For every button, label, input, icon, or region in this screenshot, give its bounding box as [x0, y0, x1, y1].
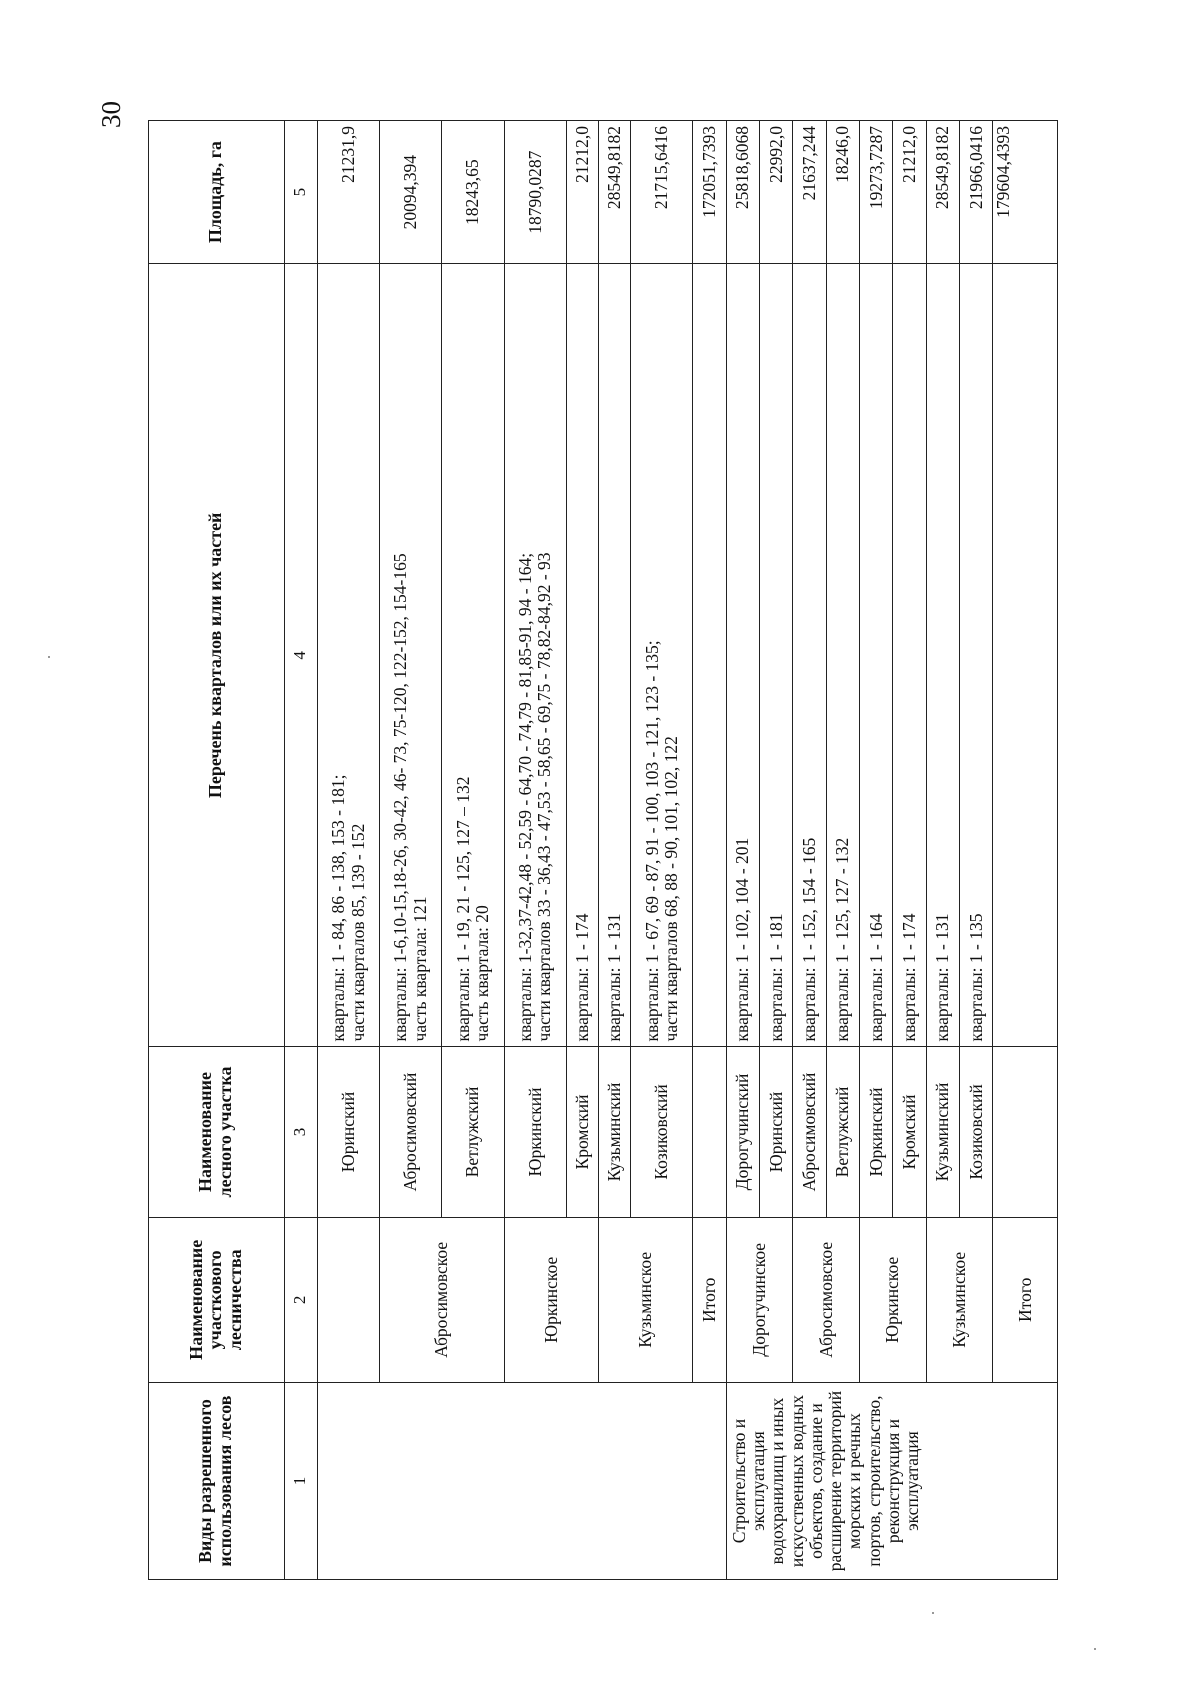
quarters-cell: кварталы: 1 - 181 [760, 264, 793, 1047]
forest-plot-cell: Юринский [760, 1047, 793, 1217]
scan-speck [48, 656, 50, 658]
column-number: 2 [284, 1217, 317, 1383]
area-cell: 18246,0 [826, 121, 859, 264]
forest-plot-cell: Козиковский [960, 1047, 993, 1217]
area-cell: 28549,8182 [926, 121, 959, 264]
quarters-cell: кварталы: 1 - 131 [926, 264, 959, 1047]
forestry-cell: Кузьминское [926, 1217, 993, 1383]
area-cell: 21715,6416 [631, 121, 693, 264]
total-area: 172051,7393 [693, 121, 726, 264]
area-cell: 22992,0 [760, 121, 793, 264]
header-forest-plot: Наименование лесного участка [149, 1047, 285, 1217]
forestry-cell: Кузьминское [598, 1217, 692, 1383]
area-cell: 25818,6068 [726, 121, 759, 264]
total-area: 179604,4393 [993, 121, 1058, 264]
forestry-cell: Дорогучинское [726, 1217, 793, 1383]
total-label: Итого [993, 1217, 1058, 1383]
header-use-type: Виды разрешенного использования лесов [149, 1383, 285, 1580]
scan-speck [1094, 1648, 1096, 1650]
area-cell: 20094,394 [380, 121, 442, 264]
quarters-cell: кварталы: 1 - 174 [893, 264, 926, 1047]
area-cell: 21212,0 [566, 121, 598, 264]
forest-plot-cell: Кузьминский [926, 1047, 959, 1217]
header-area: Площадь, га [149, 121, 285, 264]
quarters-cell: кварталы: 1 - 131 [598, 264, 630, 1047]
header-row [149, 121, 285, 1580]
column-number: 5 [284, 121, 317, 264]
quarters-cell: кварталы: 1 - 84, 86 - 138, 153 - 181; части кварталов 85, 139 - 152 [317, 264, 379, 1047]
table-row [860, 121, 893, 1580]
forestry-cell: Абросимовское [380, 1217, 504, 1383]
forest-plot-cell [993, 1047, 1058, 1217]
forest-plot-cell: Дорогучинский [726, 1047, 759, 1217]
forest-plot-cell: Кромский [893, 1047, 926, 1217]
use-type-cell: Строительство и эксплуатация водохранилищ и иных искусственных водных объектов, создание и расширение территорий морских и речных портов, строительство, реконструкция и эксплуатация [726, 1383, 1057, 1580]
column-number: 3 [284, 1047, 317, 1217]
page-number: 30 [96, 101, 126, 128]
quarters-cell: кварталы: 1 - 152, 154 - 165 [793, 264, 826, 1047]
forest-plot-cell: Ветлужский [826, 1047, 859, 1217]
area-cell: 21637,244 [793, 121, 826, 264]
table-row [726, 121, 759, 1580]
forest-plot-cell: Ветлужский [442, 1047, 504, 1217]
rotated-table-container [148, 120, 1058, 1580]
table-row [504, 121, 566, 1580]
quarters-cell: кварталы: 1-32,37-42,48 - 52,59 - 64,70 - 74,79 - 81,85-91, 94 - 164; части кварталов 33 - 36,43 - 47,53 - 58,65 - 69,75 - 78,82-84,92 - 93 [504, 264, 566, 1047]
quarters-cell: кварталы: 1 - 164 [860, 264, 893, 1047]
total-row [693, 121, 726, 1580]
forest-plot-cell: Абросимовский [380, 1047, 442, 1217]
forest-quarters-table [148, 120, 1058, 1580]
total-row [993, 121, 1058, 1580]
forestry-cell: Юркинское [860, 1217, 927, 1383]
forest-plot-cell: Юркинский [860, 1047, 893, 1217]
area-cell: 21231,9 [317, 121, 379, 264]
column-number-row [284, 121, 317, 1580]
forest-plot-cell: Козиковский [631, 1047, 693, 1217]
header-forestry: Наименование участкового лесничества [149, 1217, 285, 1383]
use-type-cell [317, 1383, 726, 1580]
table-row [598, 121, 630, 1580]
forest-plot-cell [693, 1047, 726, 1217]
forest-plot-cell: Юринский [317, 1047, 379, 1217]
total-label: Итого [693, 1217, 726, 1383]
quarters-cell [693, 264, 726, 1047]
quarters-cell: кварталы: 1-6,10-15,18-26, 30-42, 46- 73, 75-120, 122-152, 154-165 часть квартала: 121 [380, 264, 442, 1047]
table-row [793, 121, 826, 1580]
area-cell: 21212,0 [893, 121, 926, 264]
area-cell: 18243,65 [442, 121, 504, 264]
forest-plot-cell: Абросимовский [793, 1047, 826, 1217]
forest-plot-cell: Кромский [566, 1047, 598, 1217]
table-row [926, 121, 959, 1580]
quarters-cell: кварталы: 1 - 102, 104 - 201 [726, 264, 759, 1047]
area-cell: 21966,0416 [960, 121, 993, 264]
header-quarters: Перечень кварталов или их частей [149, 264, 285, 1047]
table-row [317, 121, 379, 1580]
area-cell: 19273,7287 [860, 121, 893, 264]
table-row [380, 121, 442, 1580]
forest-plot-cell: Кузьминский [598, 1047, 630, 1217]
quarters-cell: кварталы: 1 - 67, 69 - 87, 91 - 100, 103 - 121, 123 - 135; части кварталов 68, 88 - 90, 101, 102, 122 [631, 264, 693, 1047]
quarters-cell [993, 264, 1058, 1047]
quarters-cell: кварталы: 1 - 19, 21 - 125, 127 – 132 часть квартала: 20 [442, 264, 504, 1047]
area-cell: 18790,0287 [504, 121, 566, 264]
column-number: 1 [284, 1383, 317, 1580]
quarters-cell: кварталы: 1 - 125, 127 - 132 [826, 264, 859, 1047]
quarters-cell: кварталы: 1 - 174 [566, 264, 598, 1047]
forestry-cell [317, 1217, 379, 1383]
forest-plot-cell: Юркинский [504, 1047, 566, 1217]
area-cell: 28549,8182 [598, 121, 630, 264]
forestry-cell: Юркинское [504, 1217, 598, 1383]
forestry-cell: Абросимовское [793, 1217, 860, 1383]
scan-speck [932, 1612, 934, 1614]
quarters-cell: кварталы: 1 - 135 [960, 264, 993, 1047]
column-number: 4 [284, 264, 317, 1047]
